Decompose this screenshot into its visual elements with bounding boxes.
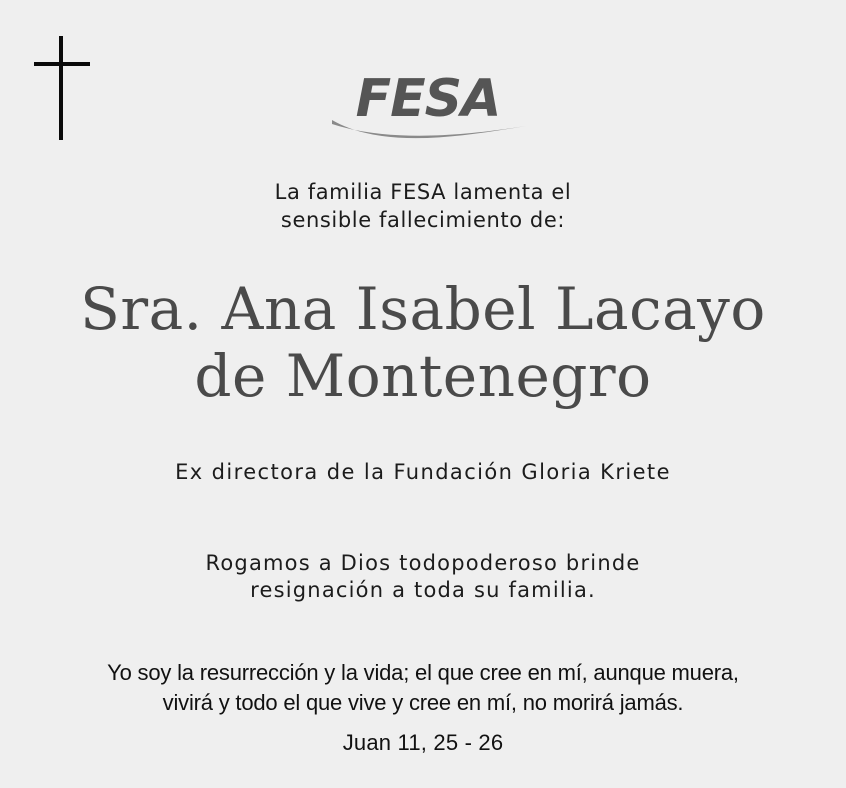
logo-text: FESA [355,69,501,129]
prayer-text [0,550,846,604]
deceased-name-line-1: Sra. Ana Isabel Lacayo [80,275,766,343]
deceased-name [0,276,846,410]
intro-text [0,178,846,234]
bible-verse [0,658,846,718]
cross-icon [28,30,94,150]
intro-line-1: La familia FESA lamenta el [274,180,572,204]
deceased-name-line-2: de Montenegro [194,342,652,410]
fesa-logo [324,64,534,148]
prayer-line-1: Rogamos a Dios todopoderoso brinde [205,551,641,575]
verse-line-1: Yo soy la resurrección y la vida; el que cree en mí, aunque muera, [107,660,739,685]
intro-line-2: sensible fallecimiento de: [280,208,566,232]
verse-line-2: vivirá y todo el que vive y cree en mí, no morirá jamás. [162,690,684,715]
verse-reference: Juan 11, 25 - 26 [342,730,504,755]
role-text: Ex directora de la Fundación Gloria Kriete [175,460,671,484]
prayer-line-2: resignación a toda su familia. [250,578,596,602]
